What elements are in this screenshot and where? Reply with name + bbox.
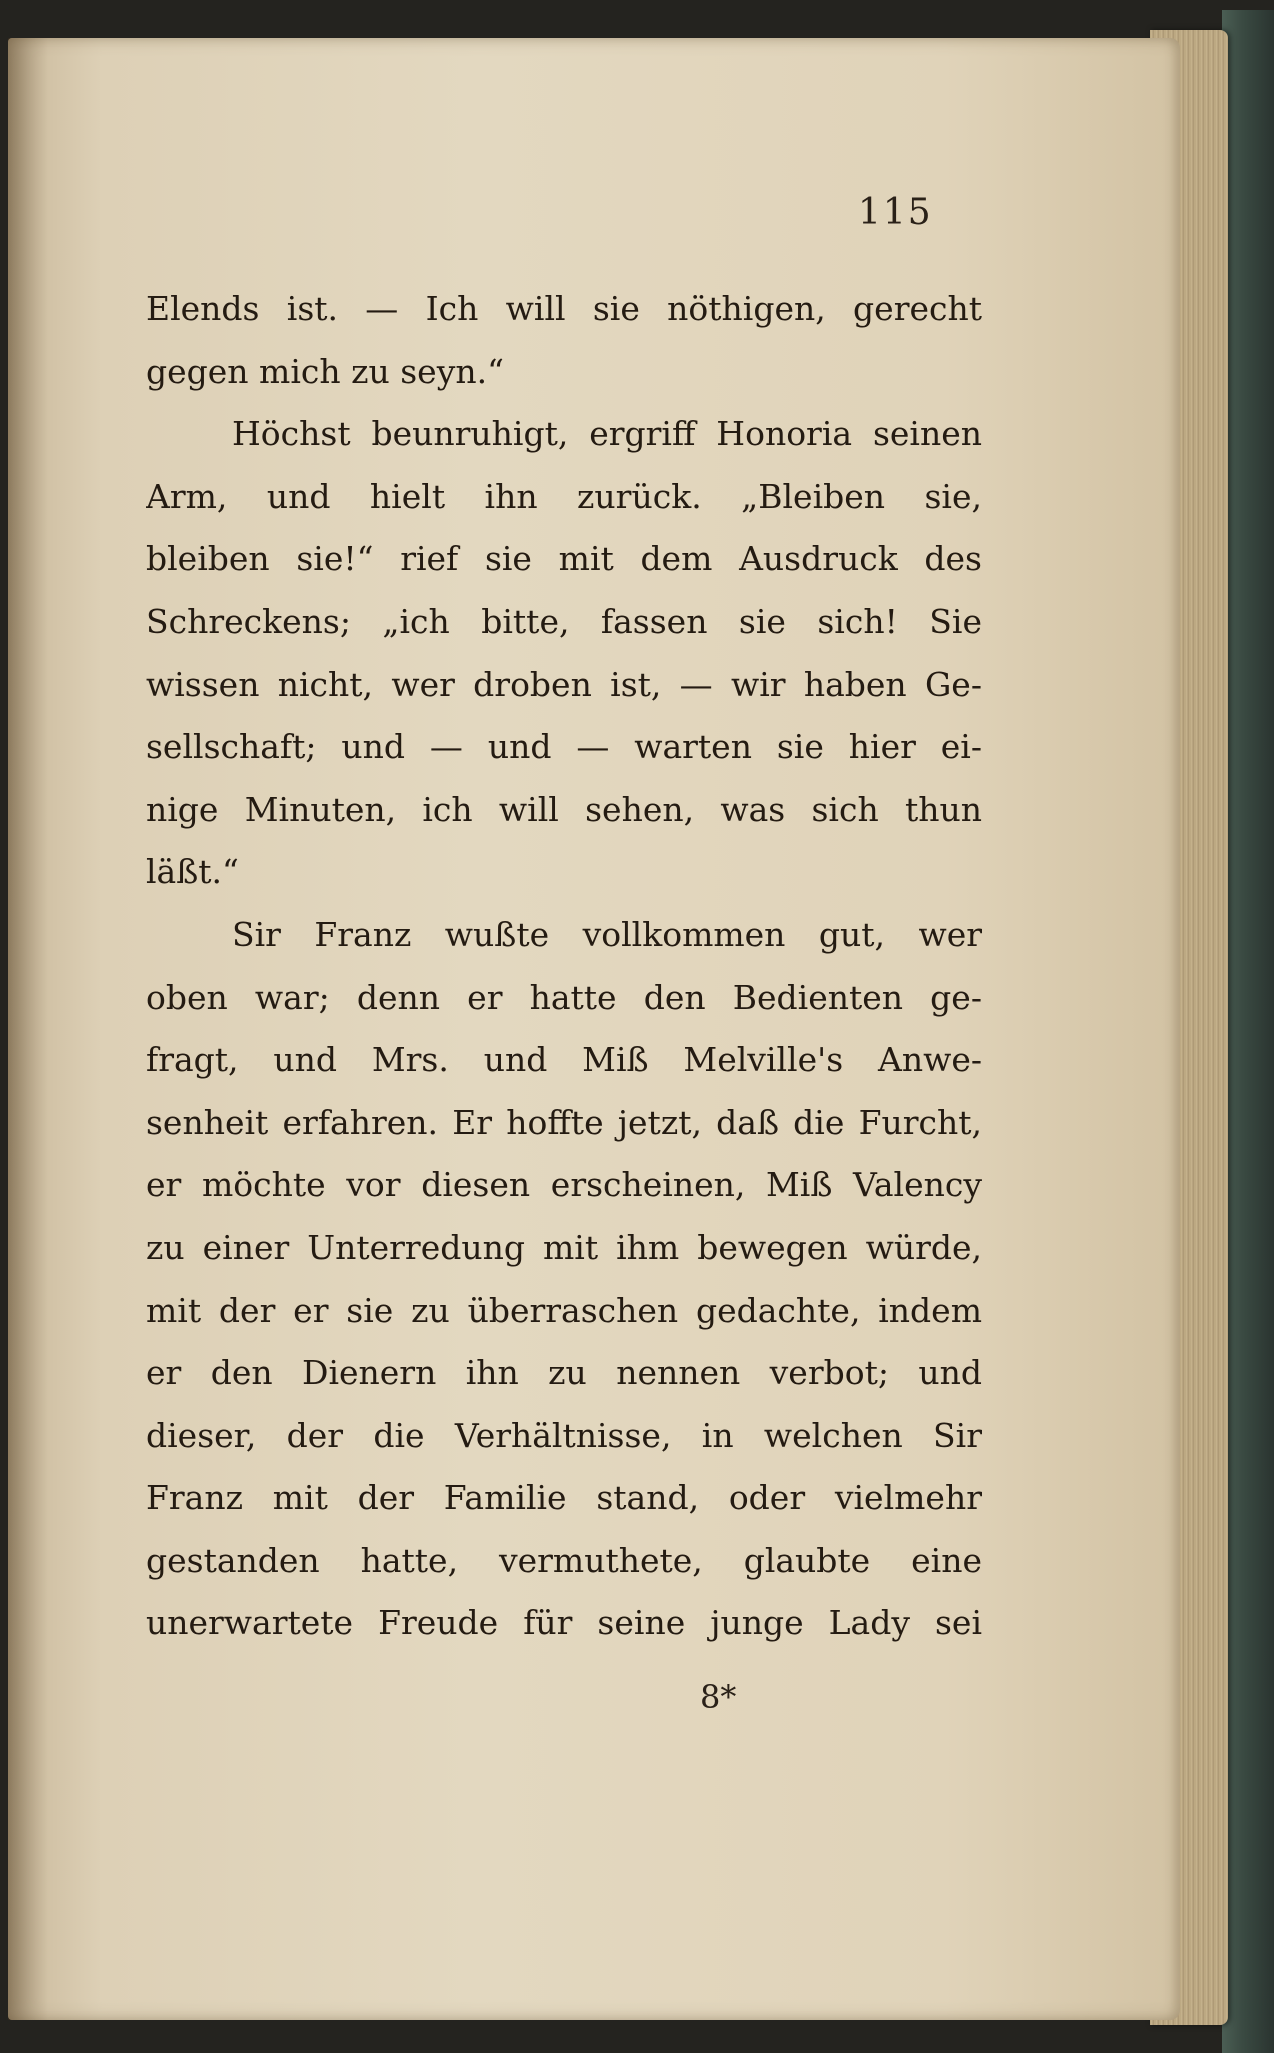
text-line: mit der er sie zu überraschen gedachte, indem — [146, 1290, 982, 1330]
text-line: bleiben sie!“ rief sie mit dem Ausdruck des — [146, 539, 982, 579]
text-line: wissen nicht, wer droben ist, — wir haben Ge- — [146, 664, 982, 704]
text-line: zu einer Unterredung mit ihm bewegen würde, — [146, 1227, 982, 1267]
text-line: Arm, und hielt ihn zurück. „Bleiben sie, — [146, 476, 982, 516]
gutter-shadow — [8, 38, 48, 2020]
book-cover-edge — [1222, 10, 1274, 2053]
text-line: läßt.“ — [146, 852, 239, 892]
text-line: nige Minuten, ich will sehen, was sich thun — [146, 789, 982, 829]
text-line: fragt, und Mrs. und Miß Melville's Anwe- — [146, 1040, 982, 1080]
printer-signature-mark: 8* — [700, 1678, 737, 1716]
text-line: gegen mich zu seyn.“ — [146, 351, 504, 391]
page-number: 115 — [858, 192, 933, 233]
text-line: sellschaft; und — und — warten sie hier ei- — [146, 727, 982, 767]
body-text — [146, 278, 982, 1655]
text-line: er den Dienern ihn zu nennen verbot; und — [146, 1353, 982, 1393]
text-line: Franz mit der Familie stand, oder vielmehr — [146, 1478, 982, 1518]
text-line: Höchst beunruhigt, ergriff Honoria seinen — [232, 414, 982, 454]
text-line: Sir Franz wußte vollkommen gut, wer — [232, 914, 982, 954]
text-line: oben war; denn er hatte den Bedienten ge- — [146, 977, 982, 1017]
text-line: Elends ist. — Ich will sie nöthigen, gerecht — [146, 289, 982, 328]
text-line: unerwartete Freude für seine junge Lady sei — [146, 1603, 982, 1643]
text-line: dieser, der die Verhältnisse, in welchen Sir — [146, 1415, 982, 1455]
text-line: gestanden hatte, vermuthete, glaubte eine — [146, 1540, 982, 1580]
text-line: Schreckens; „ich bitte, fassen sie sich! Sie — [146, 601, 982, 641]
text-line: er möchte vor diesen erscheinen, Miß Valency — [146, 1165, 982, 1205]
text-line: senheit erfahren. Er hoffte jetzt, daß die Furcht, — [146, 1102, 982, 1142]
